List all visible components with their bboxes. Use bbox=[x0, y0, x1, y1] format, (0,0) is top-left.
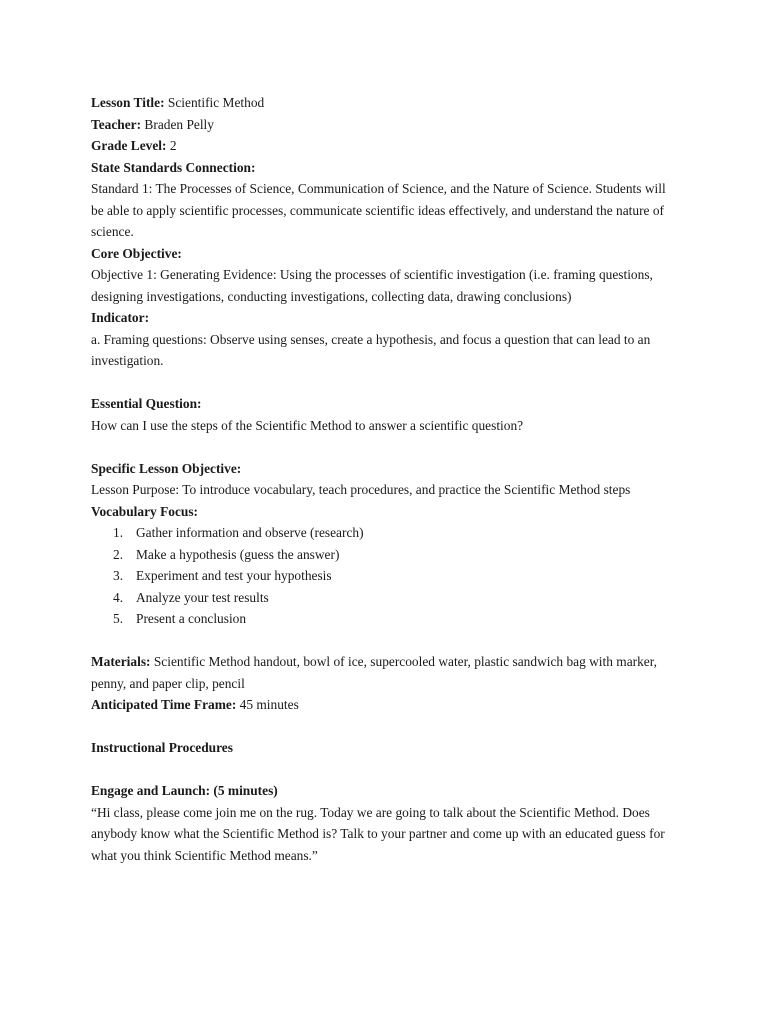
list-item bbox=[91, 587, 681, 609]
list-item-text: Make a hypothesis (guess the answer) bbox=[136, 546, 340, 562]
core-objective-heading-text: Core Objective: bbox=[91, 245, 182, 261]
time-frame-label: Anticipated Time Frame: bbox=[91, 697, 237, 712]
lesson-title-line bbox=[91, 92, 681, 114]
list-number: 5. bbox=[113, 611, 124, 626]
essential-question-heading bbox=[91, 393, 681, 415]
essential-question-text: How can I use the steps of the Scientific Method to answer a scientific question? bbox=[91, 417, 524, 433]
materials-label: Materials: bbox=[91, 654, 151, 669]
list-item bbox=[91, 565, 681, 587]
grade-level-line bbox=[91, 135, 681, 157]
spacer bbox=[91, 716, 681, 738]
list-number: 4. bbox=[113, 589, 124, 605]
grade-level-value: 2 bbox=[166, 138, 177, 153]
engage-heading bbox=[91, 780, 681, 802]
materials-value: Scientific Method handout, bowl of ice, supercooled water, plastic sandwich bag with marker, penny, and paper clip, pencil bbox=[91, 654, 658, 691]
essential-question-heading-text: Essential Question: bbox=[91, 396, 202, 411]
standards-heading-text: State Standards Connection: bbox=[91, 159, 256, 175]
list-number: 3. bbox=[113, 568, 124, 583]
indicator-text: a. Framing questions: Observe using senses, create a hypothesis, and focus a question that can lead to an investigation. bbox=[91, 331, 651, 368]
list-item bbox=[91, 522, 681, 544]
procedures-heading bbox=[91, 737, 681, 759]
spacer bbox=[91, 630, 681, 652]
grade-level-label: Grade Level: bbox=[91, 138, 167, 153]
core-objective-heading bbox=[91, 243, 681, 265]
specific-objective-heading bbox=[91, 458, 681, 480]
time-frame-line bbox=[91, 694, 681, 716]
list-item-text: Analyze your test results bbox=[136, 589, 269, 605]
time-frame-value: 45 minutes bbox=[236, 697, 299, 712]
engage-text: “Hi class, please come join me on the rug. Today we are going to talk about the Scientific Method. Does anybody know what the Scientific Method is? Talk to your partner and come up with an educated guess for what you think Scientific Method means.” bbox=[91, 804, 665, 863]
procedures-heading-text: Instructional Procedures bbox=[91, 740, 233, 755]
list-item-text: Gather information and observe (research) bbox=[136, 525, 364, 540]
indicator-heading-text: Indicator: bbox=[91, 310, 150, 325]
list-number: 2. bbox=[113, 546, 124, 562]
engage-heading-text: Engage and Launch: (5 minutes) bbox=[91, 783, 278, 798]
spacer bbox=[91, 436, 681, 458]
list-item-text: Experiment and test your hypothesis bbox=[136, 568, 332, 583]
standards-heading bbox=[91, 157, 681, 179]
indicator-heading bbox=[91, 307, 681, 329]
core-objective-text: Objective 1: Generating Evidence: Using the processes of scientific investigation (i.e. framing questions, designing investigations, conducting investigations, collecting data, drawing conclusions) bbox=[91, 267, 653, 304]
list-item bbox=[91, 544, 681, 566]
standards-text: Standard 1: The Processes of Science, Communication of Science, and the Nature of Science. Students will be able to apply scientific processes, communicate scientific ideas effectively, and understand the nature of science. bbox=[91, 181, 666, 239]
list-item bbox=[91, 608, 681, 630]
list-item-text: Present a conclusion bbox=[136, 611, 247, 626]
teacher-value: Braden Pelly bbox=[141, 116, 214, 132]
spacer bbox=[91, 372, 681, 394]
materials-line bbox=[91, 651, 681, 694]
vocabulary-list bbox=[91, 522, 681, 630]
spacer bbox=[91, 759, 681, 781]
specific-objective-text: Lesson Purpose: To introduce vocabulary, teach procedures, and practice the Scientific Method steps bbox=[91, 482, 631, 497]
teacher-line bbox=[91, 114, 681, 136]
lesson-plan bbox=[91, 92, 681, 866]
lesson-title-value: Scientific Method bbox=[164, 95, 265, 110]
vocabulary-heading bbox=[91, 501, 681, 523]
vocabulary-heading-text: Vocabulary Focus: bbox=[91, 503, 199, 519]
specific-objective-heading-text: Specific Lesson Objective: bbox=[91, 460, 242, 476]
lesson-title-label: Lesson Title: bbox=[91, 95, 165, 110]
teacher-label: Teacher: bbox=[91, 116, 142, 132]
list-number: 1. bbox=[113, 525, 124, 540]
